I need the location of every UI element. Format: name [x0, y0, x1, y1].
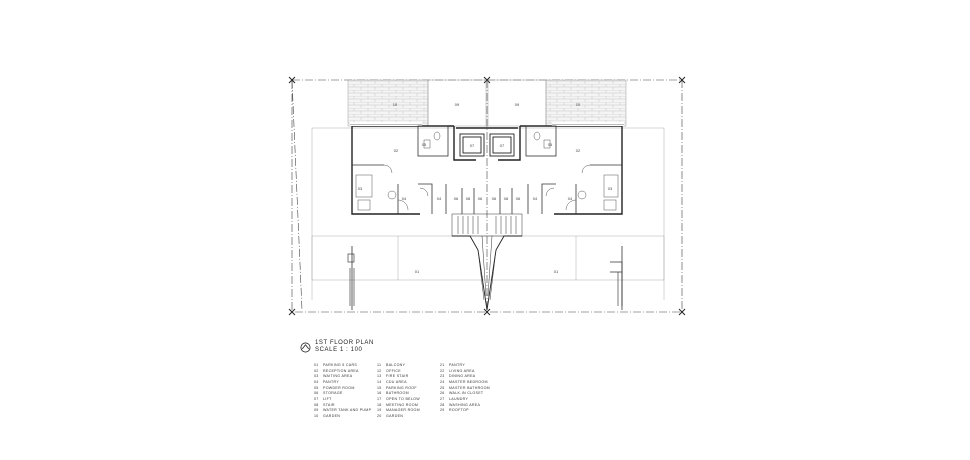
legend-label: MANAGER ROOM: [386, 408, 420, 413]
legend-number: 09: [314, 408, 319, 413]
room-tag-storage-right: 06: [515, 196, 521, 201]
room-tag-parking-right: 01: [553, 269, 559, 274]
room-tag-waiting-right: 03: [607, 186, 613, 191]
legend-label: BATHROOM: [386, 391, 409, 396]
room-tag-garden-left: 10: [392, 102, 398, 107]
legend-number: 14: [377, 379, 382, 384]
room-tag-powder-left: 05: [421, 142, 427, 147]
legend-item: [440, 408, 490, 414]
legend-label: STORAGE: [323, 391, 343, 396]
legend-number: 19: [377, 408, 382, 413]
legend-label: MASTER BEDROOM: [449, 379, 488, 384]
section-marker-icon: [300, 342, 311, 353]
legend-number: 18: [377, 402, 382, 407]
legend-number: 03: [314, 374, 319, 379]
legend-label: WASHING AREA: [449, 402, 481, 407]
legend-label: LIFT: [323, 396, 332, 401]
legend-number: 28: [440, 402, 445, 407]
legend-number: 20: [377, 413, 382, 418]
legend-label: WATER TANK AND PUMP: [323, 408, 372, 413]
legend-number: 13: [377, 374, 382, 379]
legend-label: BALCONY: [386, 363, 406, 367]
room-tag-waiting-left: 03: [357, 186, 363, 191]
room-tag-water-tank-left: 09: [454, 102, 460, 107]
legend-number: 21: [440, 363, 445, 367]
room-tag-stair-left: 08: [465, 196, 471, 201]
room-tag-pantry-right-2: 04: [532, 196, 538, 201]
room-tag-parking-left: 01: [414, 269, 420, 274]
room-tag-pantry-left-2: 04: [436, 196, 442, 201]
legend-label: CDU AREA: [386, 379, 407, 384]
legend-label: LIVING AREA: [449, 368, 475, 373]
legend-number: 24: [440, 379, 445, 384]
legend-number: 15: [377, 385, 382, 390]
room-tag-reception-left: 02: [393, 148, 399, 153]
legend-label: POWDER ROOM: [323, 385, 355, 390]
drawing-title: 1ST FLOOR PLAN: [315, 340, 374, 346]
legend-number: 27: [440, 396, 445, 401]
legend-number: 07: [314, 396, 319, 401]
wall-hatch-right: [552, 122, 624, 126]
legend-number: 10: [314, 413, 319, 418]
legend-label: PARKING ROOF: [386, 385, 417, 390]
legend-number: 17: [377, 396, 382, 401]
legend-number: 08: [314, 402, 319, 407]
legend-label: WAITING AREA: [323, 374, 353, 379]
legend-label: LAUNDRY: [449, 396, 469, 401]
wall-hatch-left: [350, 122, 422, 126]
legend-label: GARDEN: [386, 413, 404, 418]
legend-label: DINING AREA: [449, 374, 476, 379]
legend-label: STAIR: [323, 402, 335, 407]
room-tag-powder-right: 05: [547, 142, 553, 147]
legend-column-3: [440, 363, 490, 414]
garden-brick-right: [546, 80, 626, 126]
legend-number: 16: [377, 391, 382, 396]
legend-label: PARKING 5 CARS: [323, 363, 358, 367]
room-tag-storage-center-right: 06: [491, 196, 497, 201]
legend-number: 29: [440, 408, 445, 413]
drawing-title-block: [300, 340, 530, 360]
legend-label: OPEN TO BELOW: [386, 396, 420, 401]
legend-label: GARDEN: [323, 413, 341, 418]
legend-label: ROOFTOP: [449, 408, 469, 413]
legend-number: 25: [440, 385, 445, 390]
legend-number: 26: [440, 391, 445, 396]
legend-number: 05: [314, 385, 319, 390]
legend-number: 04: [314, 379, 319, 384]
legend-number: 22: [440, 368, 445, 373]
room-tag-pantry-left: 04: [401, 196, 407, 201]
room-tag-reception-right: 02: [575, 148, 581, 153]
legend-number: 02: [314, 368, 319, 373]
legend-label: FIRE STAIR: [386, 374, 409, 379]
legend-number: 01: [314, 363, 319, 367]
gate-right: [618, 272, 622, 306]
legend-item: [377, 414, 420, 420]
room-tag-garden-right: 10: [575, 102, 581, 107]
legend-label: OFFICE: [386, 368, 401, 373]
legend-label: RECEPTION AREA: [323, 368, 359, 373]
room-tag-storage-left: 06: [453, 196, 459, 201]
legend-item: [314, 414, 371, 420]
room-tag-lift-right: 07: [499, 143, 505, 148]
room-tag-lift-left: 07: [469, 143, 475, 148]
room-tag-water-tank-right: 09: [514, 102, 520, 107]
legend-label: PANTRY: [449, 363, 466, 367]
legend-label: MASTER BATHROOM: [449, 385, 490, 390]
legend-column-2: [377, 363, 420, 420]
legend-number: 23: [440, 374, 445, 379]
legend-label: PANTRY: [323, 379, 340, 384]
legend-label: WALK-IN CLOSET: [449, 391, 484, 396]
legend-number: 11: [377, 363, 382, 367]
garden-brick-left: [348, 80, 428, 126]
legend-label: MEETING ROOM: [386, 402, 419, 407]
legend-column-1: [314, 363, 371, 420]
room-tag-storage-center-left: 06: [477, 196, 483, 201]
legend-number: 12: [377, 368, 382, 373]
room-tag-pantry-right: 04: [567, 196, 573, 201]
drawing-scale: SCALE 1 : 100: [315, 346, 363, 353]
room-tag-stair-right: 08: [503, 196, 509, 201]
legend-number: 06: [314, 391, 319, 396]
